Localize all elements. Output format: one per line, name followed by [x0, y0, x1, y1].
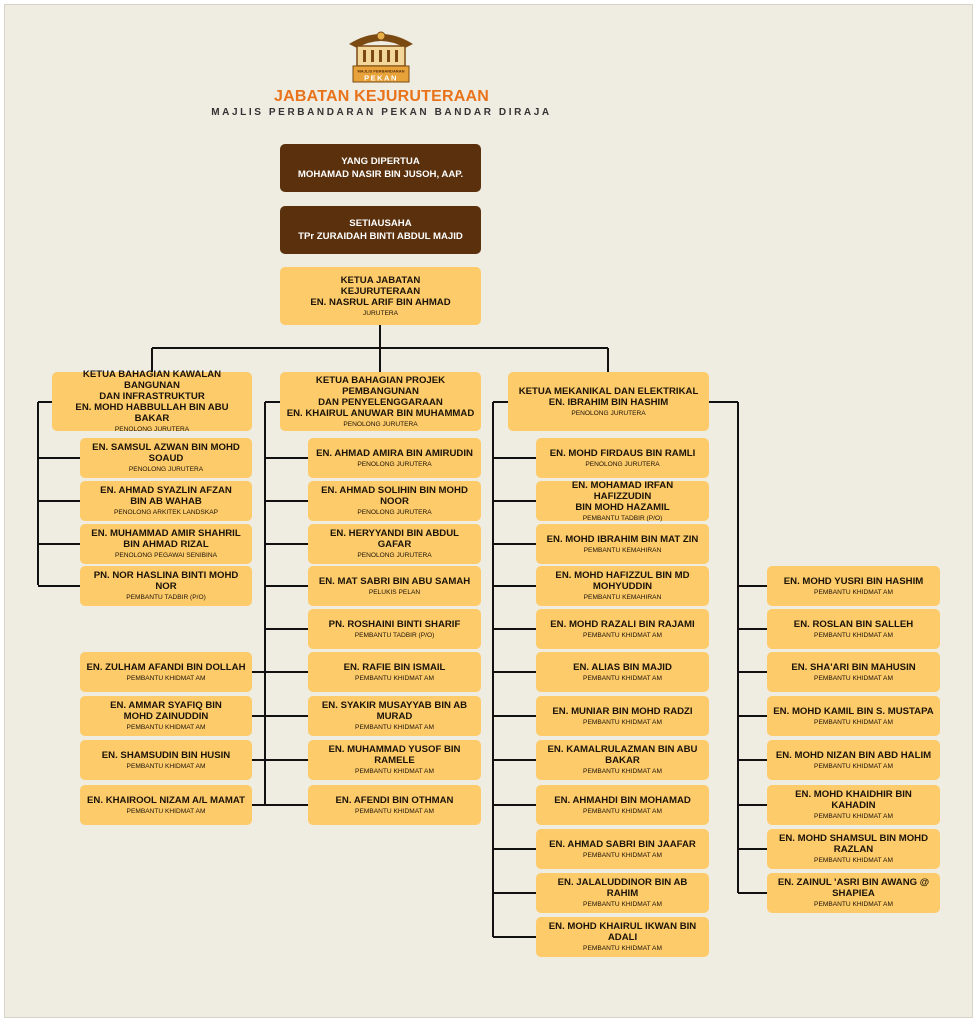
member-box — [536, 481, 709, 521]
member-box — [536, 438, 709, 478]
box-role: PEMBANTU KHIDMAT AM — [355, 807, 434, 815]
box-head-projek-pembangunan — [280, 372, 481, 431]
box-name: EN. MOHD KHAIRUL IKWAN BIN ADALI — [548, 921, 697, 943]
box-name: EN. AMMAR SYAFIQ BIN MOHD ZAINUDDIN — [110, 700, 222, 722]
box-role: PEMBANTU KHIDMAT AM — [355, 768, 434, 775]
box-role: PEMBANTU TADBIR (P/O) — [354, 631, 435, 639]
box-role: PEMBANTU KHIDMAT AM — [583, 807, 662, 815]
box-head-mekanikal-elektrikal — [508, 372, 709, 431]
box-name: EN. MUHAMMAD AMIR SHAHRIL BIN AHMAD RIZAL — [91, 528, 241, 550]
member-box — [308, 438, 481, 478]
box-name: PN. ROSHAINI BINTI SHARIF — [328, 618, 461, 630]
box-name: EN. AHMAD SABRI BIN JAAFAR — [549, 838, 696, 850]
logo — [347, 22, 415, 84]
box-role: PENOLONG JURUTERA — [343, 420, 418, 428]
member-box — [536, 609, 709, 649]
member-box — [767, 609, 940, 649]
box-name: EN. AFENDI BIN OTHMAN — [335, 794, 454, 806]
box-name: SETIAUSAHA TPr ZURAIDAH BINTI ABDUL MAJID — [298, 218, 463, 242]
box-role: PEMBANTU KHIDMAT AM — [814, 762, 893, 770]
member-box — [536, 566, 709, 606]
box-role: PEMBANTU KHIDMAT AM — [814, 813, 893, 820]
box-yang-dipertua — [280, 144, 481, 192]
page-title: JABATAN KEJURUTERAAN — [274, 88, 489, 105]
box-role: PEMBANTU KHIDMAT AM — [814, 718, 893, 726]
member-box — [308, 696, 481, 736]
member-box — [308, 481, 481, 521]
member-box — [767, 696, 940, 736]
box-role: PEMBANTU KHIDMAT AM — [814, 588, 893, 596]
box-role: PEMBANTU KHIDMAT AM — [126, 762, 206, 770]
member-box — [767, 785, 940, 825]
member-box — [536, 740, 709, 780]
box-role: PEMBANTU KHIDMAT AM — [814, 674, 893, 682]
box-name: EN. MOHD HAFIZZUL BIN MD MOHYUDDIN — [555, 570, 690, 592]
box-name: EN. HERYYANDI BIN ABDUL GAFAR — [330, 528, 459, 550]
box-role: PEMBANTU KHIDMAT AM — [814, 901, 893, 908]
box-name: EN. ZAINUL 'ASRI BIN AWANG @ SHAPIEA — [777, 877, 930, 899]
box-name: EN. MUHAMMAD YUSOF BIN RAMELE — [328, 744, 461, 766]
member-box — [80, 438, 252, 478]
box-role: PEMBANTU KHIDMAT AM — [583, 945, 662, 952]
box-name: EN. JALALUDDINOR BIN AB RAHIM — [557, 877, 688, 899]
box-name: EN. MOHAMAD IRFAN HAFIZZUDIN BIN MOHD HAZAMIL — [571, 479, 674, 513]
box-role: PENOLONG JURUTERA — [357, 509, 432, 516]
member-box — [80, 696, 252, 736]
box-name: PN. NOR HASLINA BINTI MOHD NOR — [93, 570, 239, 592]
box-role: PENOLONG JURUTERA — [585, 460, 660, 468]
box-role: PENOLONG JURUTERA — [357, 460, 432, 468]
member-box — [308, 566, 481, 606]
box-name: EN. MOHD RAZALI BIN RAJAMI — [550, 618, 695, 630]
member-box — [767, 873, 940, 913]
member-box — [767, 829, 940, 869]
box-role: PEMBANTU KHIDMAT AM — [583, 718, 662, 726]
box-name: EN. MOHD FIRDAUS BIN RAMLI — [549, 447, 696, 459]
box-name: EN. ROSLAN BIN SALLEH — [793, 618, 914, 630]
logo-text-bottom: PEKAN — [364, 73, 398, 83]
box-name: EN. MOHD YUSRI BIN HASHIM — [783, 575, 924, 587]
member-box — [80, 740, 252, 780]
member-box — [80, 524, 252, 564]
box-role: PEMBANTU KHIDMAT AM — [355, 674, 434, 682]
box-role: PELUKIS PELAN — [368, 588, 421, 596]
member-box — [308, 740, 481, 780]
box-role: PENOLONG ARKITEK LANDSKAP — [113, 509, 219, 516]
box-name: KETUA BAHAGIAN PROJEK PEMBANGUNAN DAN PENYELENGGARAAN EN. KHAIRUL ANUWAR BIN MUHAMMAD — [286, 374, 475, 419]
member-box — [80, 652, 252, 692]
box-name: EN. SHAMSUDIN BIN HUSIN — [101, 749, 231, 761]
box-name: EN. AHMAD SYAZLIN AFZAN BIN AB WAHAB — [100, 485, 232, 507]
member-box — [80, 785, 252, 825]
box-setiausaha — [280, 206, 481, 254]
page-subtitle: MAJLIS PERBANDARAN PEKAN BANDAR DIRAJA — [211, 107, 552, 118]
member-box — [536, 524, 709, 564]
box-role: JURUTERA — [362, 309, 399, 317]
member-box — [308, 785, 481, 825]
member-box — [536, 873, 709, 913]
box-name: EN. ZULHAM AFANDI BIN DOLLAH — [86, 661, 246, 673]
box-role: PENOLONG JURUTERA — [114, 426, 190, 433]
box-name: KETUA BAHAGIAN KAWALAN BANGUNAN DAN INFRASTRUKTUR EN. MOHD HABBULLAH BIN ABU BAKAR — [75, 369, 229, 424]
box-role: PEMBANTU KHIDMAT AM — [355, 724, 434, 731]
member-box — [80, 566, 252, 606]
member-box — [536, 785, 709, 825]
member-box — [767, 652, 940, 692]
box-ketua-jabatan — [280, 267, 481, 325]
box-name: EN. SAMSUL AZWAN BIN MOHD SOAUD — [92, 442, 240, 464]
member-box — [536, 917, 709, 957]
box-name: EN. SHA'ARI BIN MAHUSIN — [791, 661, 916, 673]
box-role: PEMBANTU KHIDMAT AM — [583, 901, 662, 908]
box-role: PEMBANTU KHIDMAT AM — [583, 674, 662, 682]
box-name: EN. MAT SABRI BIN ABU SAMAH — [318, 575, 471, 587]
box-role: PEMBANTU KEMAHIRAN — [583, 546, 662, 554]
box-role: PEMBANTU KHIDMAT AM — [583, 851, 662, 859]
member-box — [308, 609, 481, 649]
box-role: PENOLONG JURUTERA — [128, 466, 204, 473]
box-role: PEMBANTU TADBIR (P/O) — [126, 594, 206, 601]
box-role: PEMBANTU KHIDMAT AM — [583, 631, 662, 639]
box-name: EN. AHMAHDI BIN MOHAMAD — [554, 794, 691, 806]
box-name: YANG DIPERTUA MOHAMAD NASIR BIN JUSOH, AAP. — [297, 156, 464, 180]
box-name: EN. SYAKIR MUSAYYAB BIN AB MURAD — [321, 700, 468, 722]
member-box — [536, 829, 709, 869]
member-box — [308, 524, 481, 564]
box-name: KETUA MEKANIKAL DAN ELEKTRIKAL EN. IBRAHIM BIN HASHIM — [518, 385, 699, 408]
box-name: EN. KAMALRULAZMAN BIN ABU BAKAR — [547, 744, 698, 766]
member-box — [80, 481, 252, 521]
box-name: EN. MUNIAR BIN MOHD RADZI — [552, 705, 693, 717]
box-role: PEMBANTU KHIDMAT AM — [583, 768, 662, 775]
box-name: EN. MOHD SHAMSUL BIN MOHD RAZLAN — [778, 833, 929, 855]
box-role: PEMBANTU KHIDMAT AM — [814, 857, 893, 864]
box-name: EN. AHMAD AMIRA BIN AMIRUDIN — [316, 447, 473, 459]
box-name: EN. KHAIROOL NIZAM A/L MAMAT — [87, 794, 245, 806]
box-name: EN. MOHD KAMIL BIN S. MUSTAPA — [773, 705, 934, 717]
logo-text-top: MAJLIS PERBANDARAN — [357, 68, 405, 74]
box-name: EN. AHMAD SOLIHIN BIN MOHD NOOR — [321, 485, 468, 507]
box-name: EN. MOHD IBRAHIM BIN MAT ZIN — [546, 533, 699, 545]
box-role: PEMBANTU KEMAHIRAN — [583, 594, 662, 601]
box-name: KETUA JABATAN KEJURUTERAAN EN. NASRUL ARIF BIN AHMAD — [310, 274, 451, 308]
box-role: PEMBANTU KHIDMAT AM — [126, 724, 206, 731]
box-role: PEMBANTU KHIDMAT AM — [814, 631, 893, 639]
box-role: PEMBANTU KHIDMAT AM — [126, 674, 206, 682]
member-box — [308, 652, 481, 692]
box-role: PENOLONG JURUTERA — [571, 409, 646, 417]
box-role: PEMBANTU KHIDMAT AM — [126, 807, 206, 815]
box-name: EN. MOHD KHAIDHIR BIN KAHADIN — [795, 789, 912, 811]
box-role: PENOLONG PEGAWAI SENIBINA — [114, 552, 218, 559]
member-box — [767, 740, 940, 780]
box-role: PENOLONG JURUTERA — [357, 552, 432, 559]
member-box — [767, 566, 940, 606]
box-name: EN. RAFIE BIN ISMAIL — [343, 661, 446, 673]
member-box — [536, 652, 709, 692]
box-role: PEMBANTU TADBIR (P/O) — [582, 514, 663, 522]
member-box — [536, 696, 709, 736]
box-head-kawalan-bangunan — [52, 369, 252, 433]
box-name: EN. MOHD NIZAN BIN ABD HALIM — [775, 749, 932, 761]
box-name: EN. ALIAS BIN MAJID — [573, 661, 672, 673]
